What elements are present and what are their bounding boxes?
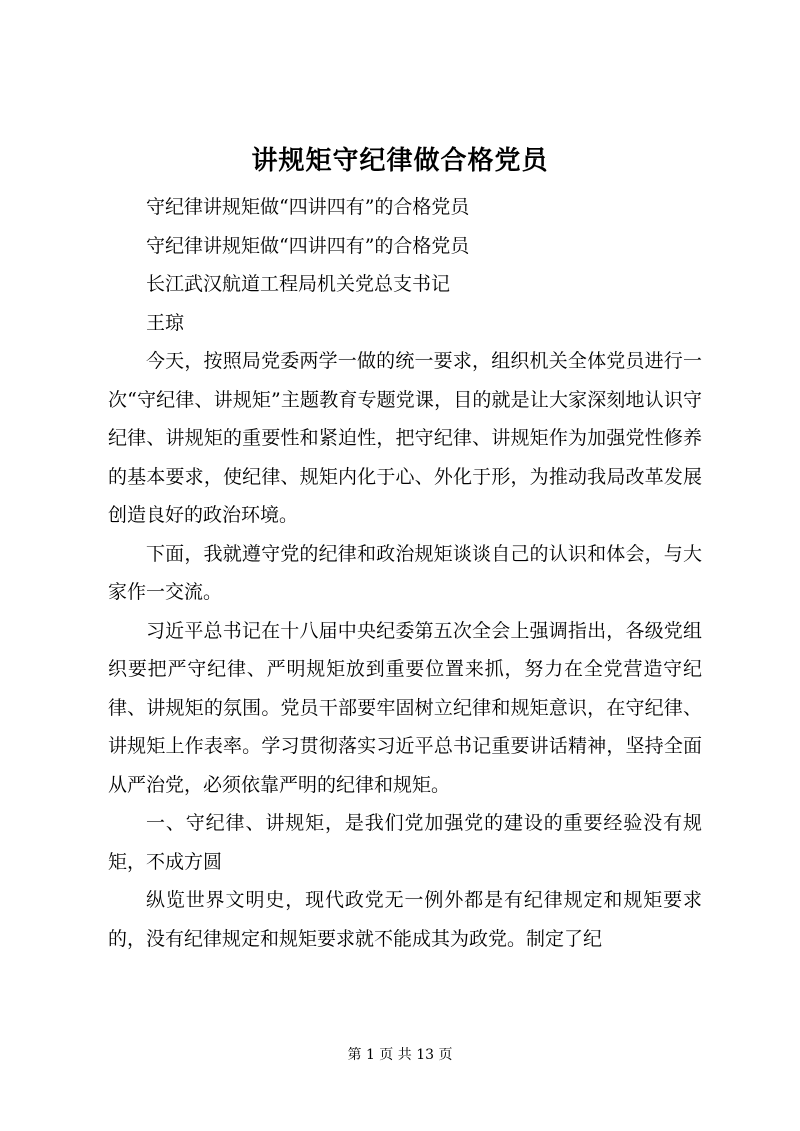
- body-paragraph: 纵览世界文明史，现代政党无一例外都是有纪律规定和规矩要求的，没有纪律规定和规矩要求就不能成其为政党。制定了纪: [108, 889, 702, 950]
- page-footer: 第 1 页 共 13 页: [347, 1047, 453, 1063]
- body-paragraph: 今天，按照局党委两学一做的统一要求，组织机关全体党员进行一次“守纪律、讲规矩”主题教育专题党课，目的就是让大家深刻地认识守纪律、讲规矩的重要性和紧迫性，把守纪律、讲规矩作为加强党性修养的基本要求，使纪律、规矩内化于心、外化于形，为推动我局改革发展创造良好的政治环境。: [108, 350, 702, 526]
- subtitle-paragraph: 守纪律讲规矩做“四讲四有”的合格党员: [146, 234, 470, 257]
- author-name: 王琼: [146, 311, 185, 334]
- body-paragraph: 下面，我就遵守党的纪律和政治规矩谈谈自己的认识和体会，与大家作一交流。: [108, 542, 702, 603]
- body-paragraph: 习近平总书记在十八届中央纪委第五次全会上强调指出，各级党组织要把严守纪律、严明规矩放到重要位置来抓，努力在全党营造守纪律、讲规矩的氛围。党员干部要牢固树立纪律和规矩意识，在守纪律、讲规矩上作表率。学习贯彻落实习近平总书记重要讲话精神，坚持全面从严治党，必须依靠严明的纪律和规矩。: [108, 619, 702, 796]
- author-affiliation: 长江武汉航道工程局机关党总支书记: [146, 273, 451, 295]
- document-title: 讲规矩守纪律做合格党员: [251, 146, 549, 176]
- section-heading: 一、守纪律、讲规矩，是我们党加强党的建设的重要经验没有规矩，不成方圆: [108, 812, 702, 873]
- document-body: [108, 188, 702, 958]
- subtitle-paragraph: 守纪律讲规矩做“四讲四有”的合格党员: [146, 196, 470, 218]
